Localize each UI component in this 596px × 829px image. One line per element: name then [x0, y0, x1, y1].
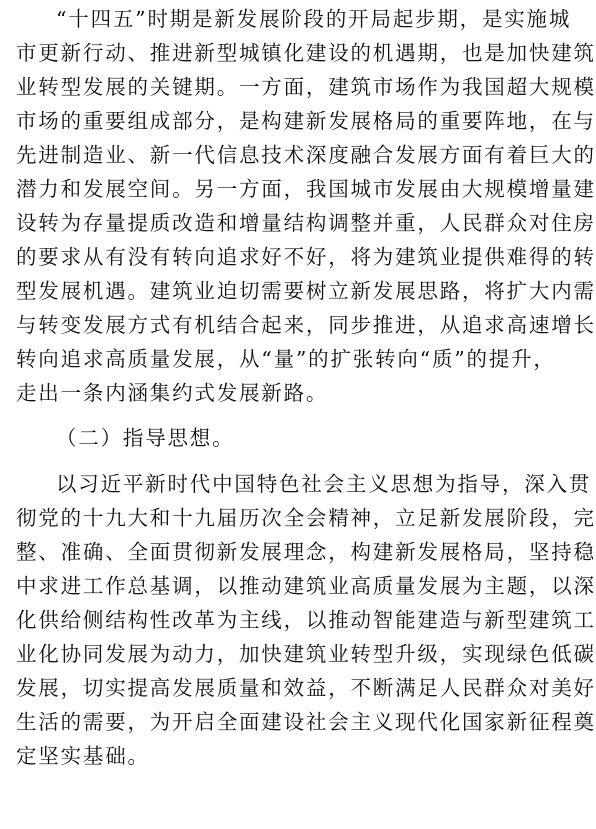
- paragraph-1-line-12: 走出一条内涵集约式发展新路。: [16, 381, 329, 405]
- paragraph-2-line-9: 定坚实基础。: [16, 744, 150, 768]
- paragraph-2-line-8: 生活的需要，为开启全面建设社会主义现代化国家新征程奠: [16, 710, 596, 734]
- paragraph-1-line-5: 先进制造业、新一代信息技术深度融合发展方面有着巨大的: [16, 143, 596, 167]
- paragraph-1-line-2: 市更新行动、推进新型城镇化建设的机遇期，也是加快建筑: [16, 41, 596, 65]
- paragraph-1-line-7: 设转为存量提质改造和增量结构调整并重，人民群众对住房: [16, 211, 596, 235]
- paragraph-2-line-7: 发展，切实提高发展质量和效益，不断满足人民群众对美好: [16, 676, 596, 700]
- paragraph-1-line-9: 型发展机遇。建筑业迫切需要树立新发展思路，将扩大内需: [16, 279, 596, 303]
- paragraph-1-line-3: 业转型发展的关键期。一方面，建筑市场作为我国超大规模: [16, 75, 596, 99]
- paragraph-2-line-2: 彻党的十九大和十九届历次全会精神，立足新发展阶段，完: [16, 506, 596, 530]
- paragraph-2-line-5: 化供给侧结构性改革为主线，以推动智能建造与新型建筑工: [16, 608, 596, 632]
- paragraph-1-line-1: “十四五”时期是新发展阶段的开局起步期，是实施城: [56, 7, 572, 31]
- paragraph-2-line-6: 业化协同发展为动力，加快建筑业转型升级，实现绿色低碳: [16, 642, 596, 666]
- paragraph-1-line-10: 与转变发展方式有机结合起来，同步推进，从追求高速增长: [16, 313, 596, 337]
- section-heading: （二）指导思想。: [56, 426, 235, 450]
- paragraph-2-line-3: 整、准确、全面贯彻新发展理念，构建新发展格局，坚持稳: [16, 540, 596, 564]
- paragraph-1-line-11: 转向追求高质量发展，从“量”的扩张转向“质”的提升，: [16, 347, 556, 371]
- paragraph-1-line-8: 的要求从有没有转向追求好不好，将为建筑业提供难得的转: [16, 245, 596, 269]
- paragraph-2-line-1: 以习近平新时代中国特色社会主义思想为指导，深入贯: [56, 472, 592, 496]
- paragraph-1-line-4: 市场的重要组成部分，是构建新发展格局的重要阵地，在与: [16, 109, 596, 133]
- paragraph-1-line-6: 潜力和发展空间。另一方面，我国城市发展由大规模增量建: [16, 177, 596, 201]
- paragraph-2-line-4: 中求进工作总基调，以推动建筑业高质量发展为主题，以深: [16, 574, 596, 598]
